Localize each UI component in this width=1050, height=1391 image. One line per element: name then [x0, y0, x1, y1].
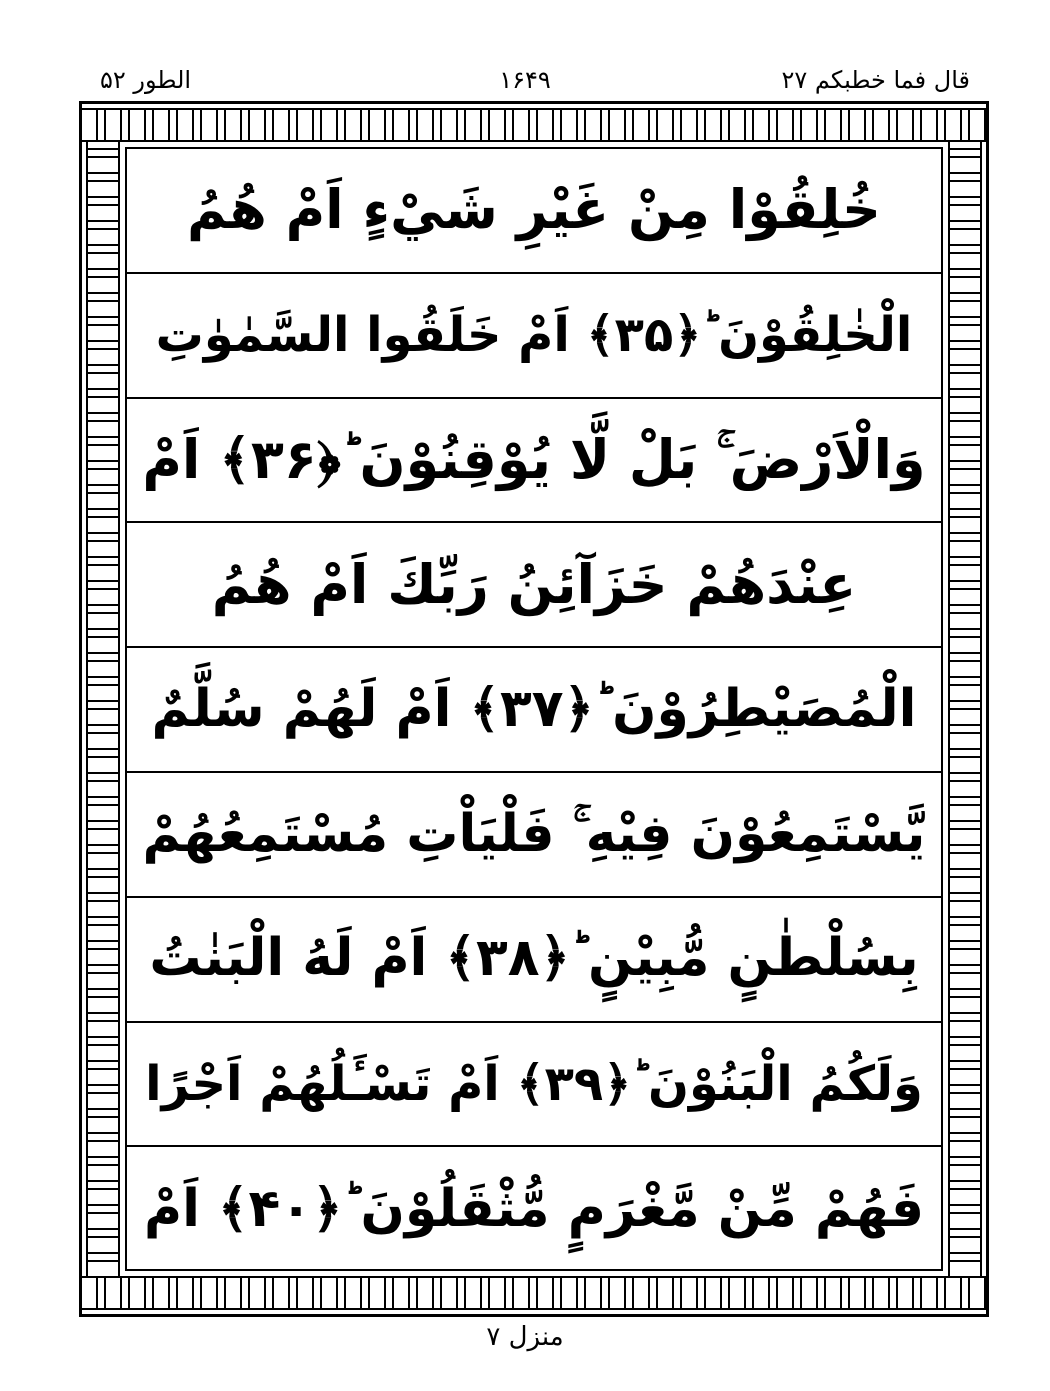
verse-text: يَّسْتَمِعُوْنَ فِيْهِ ۚ فَلْيَاْتِ مُسْتَمِعُهُمْ — [142, 803, 926, 864]
text-line — [127, 149, 941, 274]
verse-text: عِنْدَهُمْ خَزَآئِنُ رَبِّكَ اَمْ هُمُ — [211, 552, 857, 616]
decorative-border-left — [86, 142, 120, 1276]
juz-name: قال فما خطبکم ۲۷ — [781, 66, 970, 94]
text-line — [127, 399, 941, 524]
text-line — [127, 1147, 941, 1272]
surah-name: الطور ۵۲ — [100, 66, 192, 94]
text-line — [127, 274, 941, 399]
page-border-frame — [79, 101, 989, 1317]
decorative-border-right — [948, 142, 982, 1276]
verse-text: الْمُصَيْطِرُوْنَ ؕ﴿۳۷﴾ اَمْ لَهُمْ سُلَّمٌ — [151, 678, 917, 739]
text-line — [127, 523, 941, 648]
text-line — [127, 648, 941, 773]
text-line — [127, 898, 941, 1023]
page-number: ۱۶۴۹ — [499, 66, 551, 94]
text-line — [127, 773, 941, 898]
verse-text: خُلِقُوْا مِنْ غَيْرِ شَيْءٍ اَمْ هُمُ — [187, 178, 881, 242]
quran-text-block — [125, 147, 943, 1271]
verse-text: بِسُلْطٰنٍ مُّبِيْنٍ ؕ﴿۳۸﴾ اَمْ لَهُ الْبَنٰتُ — [149, 928, 919, 989]
page-header — [0, 62, 1050, 102]
verse-text: وَلَكُمُ الْبَنُوْنَ ؕ﴿۳۹﴾ اَمْ تَسْـَٔلُهُمْ اَجْرًا — [145, 1055, 923, 1112]
text-line — [127, 1023, 941, 1148]
manzil-marker: منزل ۷ — [486, 1322, 564, 1352]
verse-text: وَالْاَرْضَ ۚ بَلْ لَّا يُوْقِنُوْنَ ؕ﴿۳۶﴾ اَمْ — [142, 427, 926, 491]
decorative-border-top — [82, 108, 986, 142]
verse-text: الْخٰلِقُوْنَ ؕ﴿۳۵﴾ اَمْ خَلَقُوا السَّمٰوٰتِ — [155, 307, 913, 363]
decorative-border-bottom — [82, 1276, 986, 1310]
verse-text: فَهُمْ مِّنْ مَّغْرَمٍ مُّثْقَلُوْنَ ؕ﴿۴۰﴾ اَمْ — [143, 1178, 925, 1239]
